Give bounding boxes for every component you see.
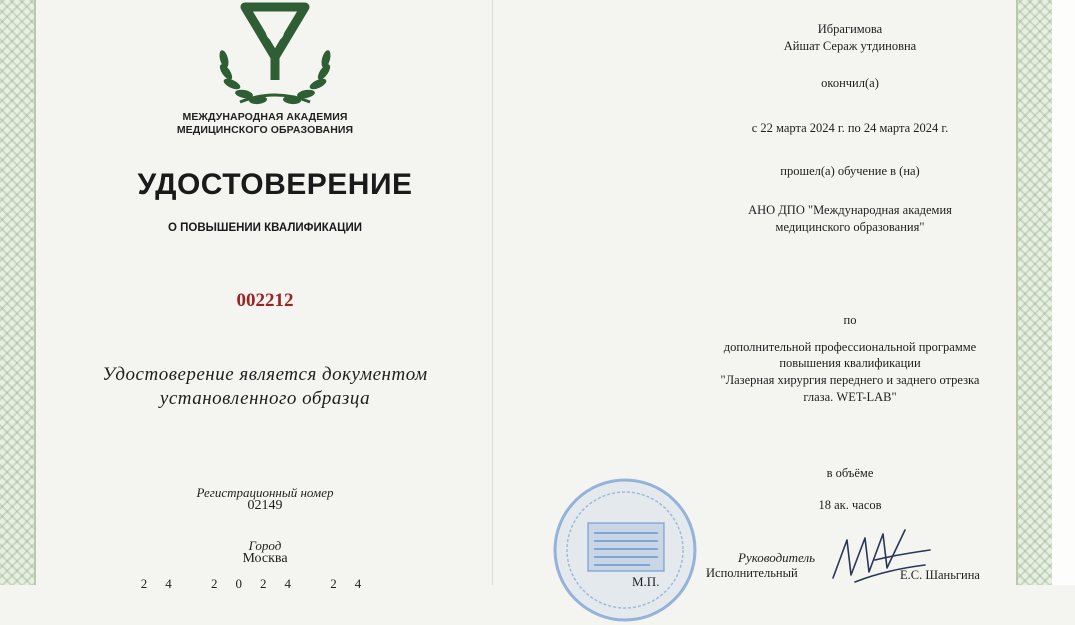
registration-label: Регистрационный номер bbox=[196, 485, 334, 500]
training-period: с 22 марта 2024 г. по 24 марта 2024 г. bbox=[751, 121, 949, 135]
center-fold bbox=[492, 0, 493, 585]
academy-laurel-logo-icon bbox=[210, 2, 340, 112]
issue-date-partial: 24 2024 24 bbox=[140, 576, 380, 591]
org-name-line2: МЕДИЦИНСКОГО ОБРАЗОВАНИЯ bbox=[176, 124, 354, 136]
right-border-line bbox=[1016, 0, 1018, 585]
institution-line2: медицинского образования" bbox=[775, 220, 925, 234]
page-edge bbox=[1052, 0, 1075, 585]
program-line3: "Лазерная хирургия переднего и заднего отрезка bbox=[720, 373, 980, 387]
serial-number: 002212 bbox=[236, 290, 294, 311]
document-subtitle: О ПОВЫШЕНИИ КВАЛИФИКАЦИИ bbox=[167, 222, 363, 234]
hours-value: 18 ак. часов bbox=[818, 498, 882, 512]
volume-label: в объёме bbox=[826, 466, 874, 480]
left-border-line bbox=[34, 0, 36, 585]
program-line4: глаза. WET-LAB" bbox=[803, 390, 897, 404]
left-ornamental-border bbox=[0, 0, 34, 585]
institution-line1: АНО ДПО "Международная академия bbox=[748, 203, 952, 217]
document-title: УДОСТОВЕРЕНИЕ bbox=[137, 168, 413, 201]
round-seal-stamp-icon bbox=[550, 475, 700, 625]
right-ornamental-border bbox=[1018, 0, 1052, 585]
recipient-surname: Ибрагимова bbox=[817, 22, 883, 36]
signer-name: Е.С. Шаньгина bbox=[900, 568, 980, 582]
city-label: Город bbox=[248, 538, 282, 553]
head-label: Руководитель bbox=[738, 550, 816, 565]
program-line1: дополнительной профессиональной программе bbox=[723, 340, 977, 354]
executive-label: Исполнительный bbox=[706, 566, 798, 580]
validity-note-line1: Удостоверение является документом bbox=[102, 364, 428, 385]
recipient-given-names: Айшат Сераж утдиновна bbox=[783, 39, 917, 53]
trained-label: прошел(а) обучение в (на) bbox=[780, 164, 920, 178]
city-value: Москва bbox=[242, 551, 288, 566]
registration-number: 02149 bbox=[247, 498, 283, 513]
finished-label: окончил(а) bbox=[821, 76, 879, 90]
program-line2: повышения квалификации bbox=[779, 356, 921, 370]
org-name-line1: МЕЖДУНАРОДНАЯ АКАДЕМИЯ bbox=[182, 111, 348, 123]
stamp-place-label: М.П. bbox=[632, 574, 660, 589]
program-preposition: по bbox=[843, 313, 857, 327]
validity-note-line2: установленного образца bbox=[159, 388, 371, 409]
